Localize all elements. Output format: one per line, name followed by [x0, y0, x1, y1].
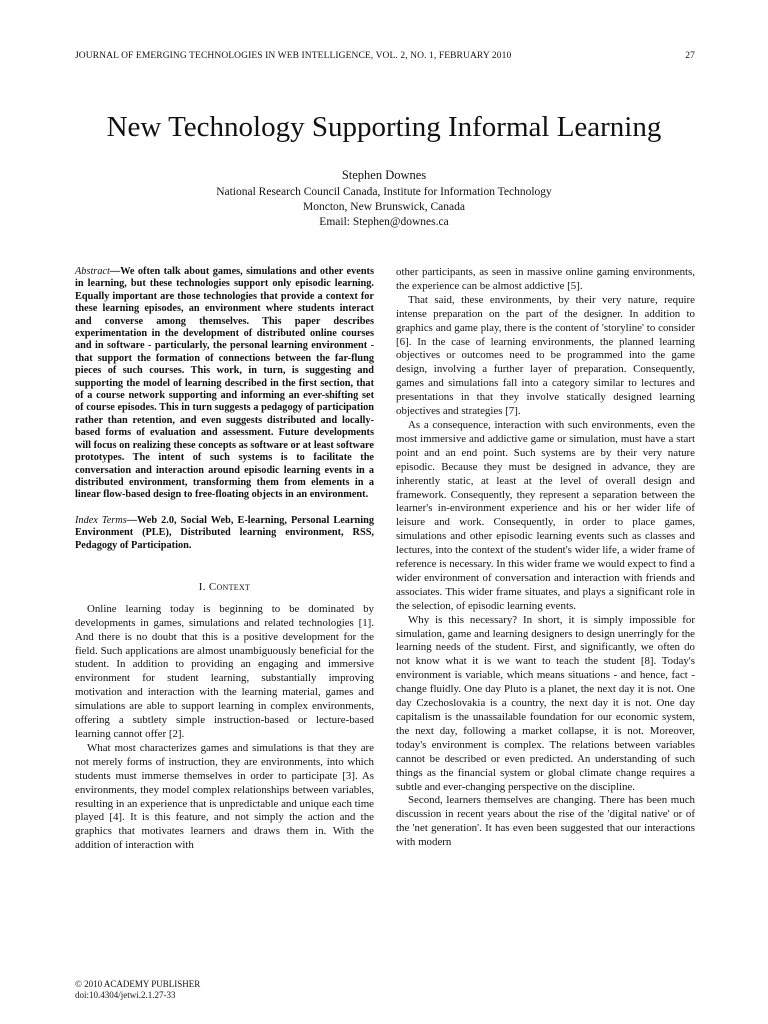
- paragraph: Why is this necessary? In short, it is simply impossible for simulation, game and learning designers to design unerringly for the learning needs of the student. First, and significantly, we often do not know what it is we want to teach the student [8]. Today's environment is variable, which means situations - and hence, fact - change fluidly. One day Pluto is a planet, the next day it is not. One day Czechoslovakia is a country, the next day it is not. One day capitalism is the unassailable foundation for our economic system, the next day, following a market collapse, it is not. Moreover, today's environment is complex. The relations between variables cannot be described or even predicted. An understanding of such things as the financial system or global climate change requires a subtle and ever-changing perspective on the discipline.: [396, 613, 695, 793]
- paragraph: Second, learners themselves are changing. There has been much discussion in recent years about the rise of the 'digital native' or of the 'net generation'. It has even been suggested that our interactions with modern: [396, 794, 695, 849]
- footer: [75, 979, 200, 1001]
- doi: doi:10.4304/jetwi.2.1.27-33: [75, 990, 176, 1000]
- running-header: [75, 51, 695, 61]
- index-terms-text: —Web 2.0, Social Web, E-learning, Personal Learning Environment (PLE), Distributed learning environment, RSS, Pedagogy of Participation.: [75, 514, 374, 551]
- author-block: [0, 168, 768, 230]
- paragraph: Online learning today is beginning to be dominated by developments in games, simulations and related technologies [1]. And there is no doubt that this is a positive development for the field. Such applications are almost unambiguously beneficial for the student. In addition to providing an engaging and immersive environment for student learning, substantially improving motivation and interaction with the learning material, games and simulations are able to support learning in complex environments, offering a subtlety simple instruction-based or lecture-based learning cannot offer [2].: [75, 602, 374, 740]
- author-location: Moncton, New Brunswick, Canada: [303, 201, 465, 213]
- page-number: 27: [685, 51, 695, 61]
- paper-title: New Technology Supporting Informal Learning: [106, 111, 662, 143]
- author-email: Email: Stephen@downes.ca: [319, 216, 449, 228]
- paragraph: What most characterizes games and simulations is that they are not merely forms of instruction, they are environments, into which students must immerse themselves in order to participate [3]. As environments, they model complex relationships between variables, resulting in an experience that is unpredictable and unique each time played [4]. It is this feature, and not simply the action and the graphics that motivates learners and draws them in. With the addition of interaction with: [75, 741, 374, 852]
- abstract-label: Abstract: [75, 266, 110, 277]
- abstract: [75, 266, 374, 502]
- left-column: [75, 266, 374, 853]
- author-affiliation: National Research Council Canada, Institute for Information Technology: [216, 186, 552, 198]
- paragraph: other participants, as seen in massive online gaming environments, the experience can be almost addictive [5].: [396, 266, 695, 292]
- abstract-text: —We often talk about games, simulations and other events in learning, but these technologies support only episodic learning. Equally important are those technologies that provide a context for these learning episodes, an environment where students interact and converse among themselves. This paper describes experimentation in the development of distributed online courses and in software - particularly, the personal learning environment - that support the formation of connections between the far-flung pieces of such courses. This work, in turn, is suggesting and supporting the model of learning described in the first section, that of a course network supporting and informing an ever-shifting set of course episodes. This in turn suggests a pedagogy of participation rather than retention, and even suggests distributed and locally-based forms of evaluation and assessment. Future developments will focus on realizing these concepts as software or at least software prototypes. The intent of such systems is to facilitate the conversation and interaction around episodic learning events in a distributed environment, transforming them from elements in a linear flow-based design to free-floating objects in an environment.: [75, 266, 374, 501]
- copyright: © 2010 ACADEMY PUBLISHER: [75, 979, 201, 989]
- index-terms-label: Index Terms: [75, 514, 127, 526]
- paragraph: That said, these environments, by their very nature, require intense preparation on the part of the designer. In addition to graphics and game play, there is the content of 'storyline' to consider [6]. In the case of learning environments, the planned learning objectives or outcomes need to be programmed into the game design, involving a further layer of preparation. Consequently, games and simulations fall into a category similar to lectures and presentations in that they involve statically designed learning objectives and strategies [7].: [396, 293, 695, 418]
- index-terms: [75, 515, 374, 552]
- paragraph: As a consequence, interaction with such environments, even the most immersive and addictive game or simulation, must have a start point and an end point. Such systems are by their very nature episodic. Because they must be designed in advance, they are inherently static, at least at the level of overall design and framework. Consequently, they represent a separation between the learner's in-environment experience and his or her wider life of leisure and work. Consequently, in order to place games, simulations and other episodic learning events such as classes and lectures, into the context of the student's wider life, a wider frame of reference is necessary. In this wider frame we would expect to find a wider environment of conversation and interaction with friends and associates. This wider frame situates, and plays a significant role in the selection, of episodic learning events.: [396, 418, 695, 612]
- author-name: Stephen Downes: [341, 168, 427, 182]
- section-heading: I. Context: [198, 580, 251, 593]
- right-column: [396, 266, 695, 850]
- journal-name: JOURNAL OF EMERGING TECHNOLOGIES IN WEB INTELLIGENCE, VOL. 2, NO. 1, FEBRUARY 2010: [75, 51, 512, 61]
